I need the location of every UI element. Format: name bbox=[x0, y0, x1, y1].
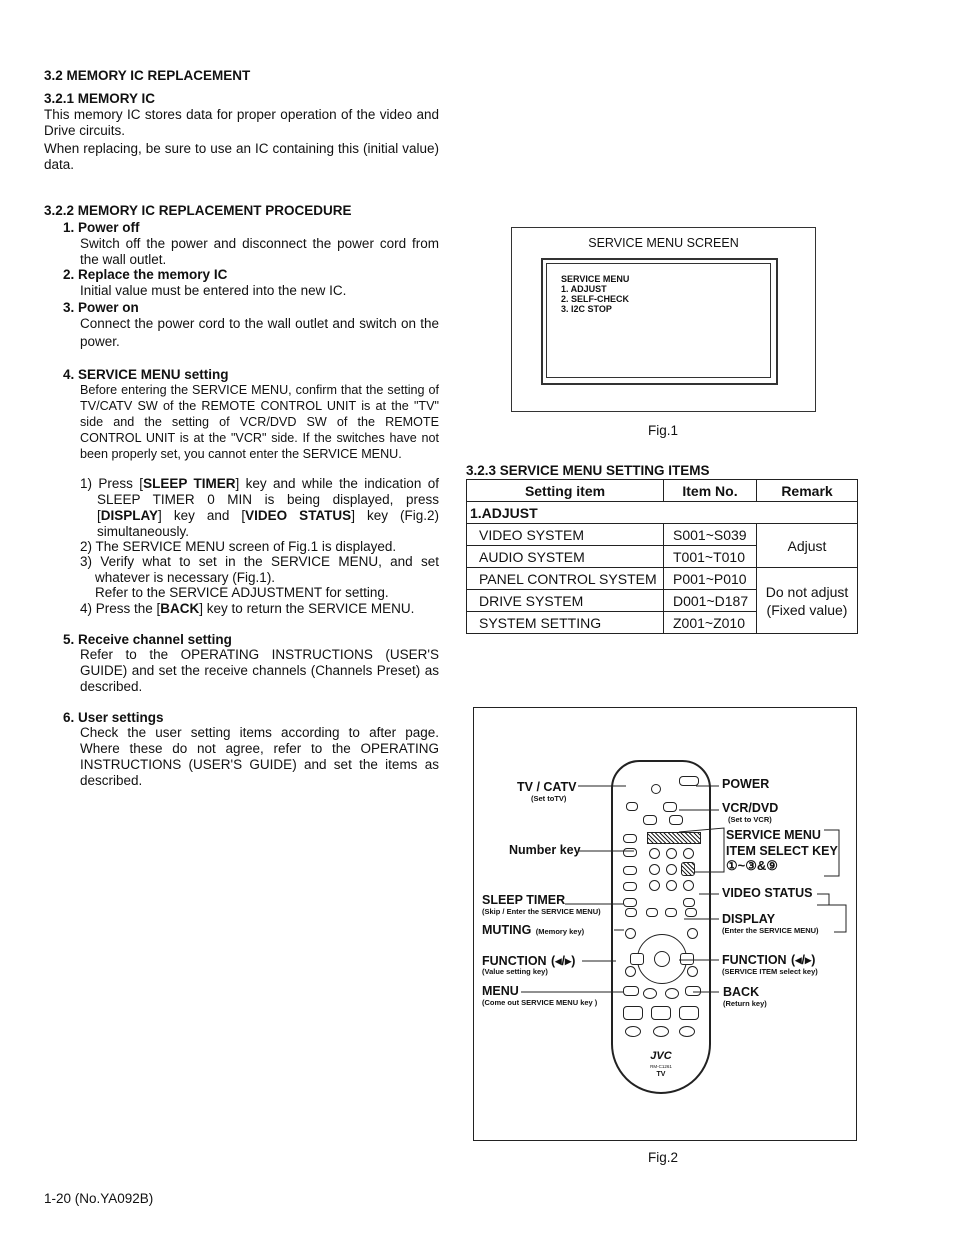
label-function-right: FUNCTION bbox=[722, 953, 787, 967]
fig1-menu-line: 3. I2C STOP bbox=[561, 304, 612, 314]
label-muting-sub: (Memory key) bbox=[535, 927, 585, 936]
table-cell: S001~S039 bbox=[664, 524, 757, 546]
label-vcr-dvd: VCR/DVD bbox=[722, 801, 779, 815]
table-remark: Adjust bbox=[757, 524, 858, 568]
label-muting-group bbox=[482, 921, 584, 939]
step-3-title: 3. Power on bbox=[63, 300, 139, 315]
subsection-title-323: 3.2.3 SERVICE MENU SETTING ITEMS bbox=[466, 463, 710, 478]
step-1-title: 1. Power off bbox=[63, 220, 140, 235]
label-video-status: VIDEO STATUS bbox=[722, 886, 813, 900]
fig1-menu-line: 2. SELF-CHECK bbox=[561, 294, 630, 304]
brand-logo: JVC bbox=[650, 1050, 672, 1062]
table-cell: AUDIO SYSTEM bbox=[467, 546, 664, 568]
fig2-caption: Fig.2 bbox=[648, 1150, 679, 1165]
step-4-text: Before entering the SERVICE MENU, confirm that the setting of TV/CATV SW of the REMOTE CONTROL UNIT is at the "TV" side and the setting of VCR/DVD SW of the REMOTE CONTROL UNIT is at the "VCR" side. If the switches have not been properly set, you cannot enter the SERVICE MENU. bbox=[80, 383, 439, 461]
table-header-row bbox=[467, 480, 858, 502]
table-header: Remark bbox=[757, 480, 858, 502]
table-group-row bbox=[467, 502, 858, 524]
label-sleep-timer-sub: (Skip / Enter the SERVICE MENU) bbox=[482, 907, 601, 916]
fig1-caption: Fig.1 bbox=[648, 423, 679, 438]
fig1-frame bbox=[511, 227, 816, 412]
table-group-label: 1.ADJUST bbox=[467, 502, 858, 524]
arrows-left-right-icon: (◂/▸) bbox=[791, 953, 816, 967]
page-footer: 1-20 (No.YA092B) bbox=[44, 1191, 154, 1206]
step-6-text: Check the user setting items according to after page. Where these do not agree, refer to the OPERATING INSTRUCTIONS (USER'S GUIDE) and set the items as described. bbox=[80, 725, 439, 788]
step-6-title: 6. User settings bbox=[63, 710, 164, 725]
substep-4: 4) Press the [BACK] key to return the SERVICE MENU. bbox=[80, 601, 415, 616]
label-menu-sub: (Come out SERVICE MENU key ) bbox=[482, 998, 598, 1007]
remote-tv-label: TV bbox=[656, 1071, 666, 1078]
fig1-screen bbox=[541, 258, 778, 385]
step-1-text: Switch off the power and disconnect the power cord from the wall outlet. bbox=[80, 236, 439, 267]
label-sleep-timer: SLEEP TIMER bbox=[482, 893, 566, 907]
label-back-sub: (Return key) bbox=[723, 999, 767, 1008]
callout-video-status-bracket bbox=[817, 894, 829, 905]
table-header: Setting item bbox=[467, 480, 664, 502]
label-muting: MUTING bbox=[482, 923, 532, 937]
step-5-text: Refer to the OPERATING INSTRUCTIONS (USER'S GUIDE) and set the receive channels (Channels Preset) as described. bbox=[80, 647, 439, 694]
label-vcr-dvd-sub: (Set to VCR) bbox=[728, 815, 772, 824]
substep-3-ref: Refer to the SERVICE ADJUSTMENT for setting. bbox=[95, 585, 389, 600]
substep-3: 3) Verify what to set in the SERVICE MENU, and set whatever is necessary (Fig.1). bbox=[80, 554, 439, 585]
label-tv-catv-sub: (Set toTV) bbox=[531, 794, 567, 803]
label-number-key: Number key bbox=[509, 843, 581, 857]
memory-ic-text-2: When replacing, be sure to use an IC containing this (initial value) data. bbox=[44, 141, 439, 172]
table-cell: D001~D187 bbox=[664, 590, 757, 612]
fig2-frame bbox=[473, 707, 857, 1141]
fig1-menu-line: 1. ADJUST bbox=[561, 284, 607, 294]
table-cell: DRIVE SYSTEM bbox=[467, 590, 664, 612]
label-item-select-key: ITEM SELECT KEY bbox=[726, 844, 838, 858]
subsection-title-321: 3.2.1 MEMORY IC bbox=[44, 91, 156, 106]
step-4-title: 4. SERVICE MENU setting bbox=[63, 367, 229, 382]
setting-items-table bbox=[466, 479, 858, 634]
fig1-screen-title: SERVICE MENU SCREEN bbox=[588, 236, 739, 250]
substep-2: 2) The SERVICE MENU screen of Fig.1 is displayed. bbox=[80, 539, 397, 554]
step-2-text: Initial value must be entered into the new IC. bbox=[80, 283, 347, 298]
table-cell: VIDEO SYSTEM bbox=[467, 524, 664, 546]
table-row bbox=[467, 524, 858, 546]
table-remark bbox=[757, 568, 858, 634]
label-tv-catv: TV / CATV bbox=[517, 780, 577, 794]
substep-1: 1) Press [SLEEP TIMER] key and while the indication of SLEEP TIMER 0 MIN is being displayed, press [DISPLAY] key and [VIDEO STATUS] key (Fig.2) simultaneously. bbox=[80, 476, 439, 539]
label-function-right-sub: (SERVICE ITEM select key) bbox=[722, 967, 818, 976]
fig1-menu bbox=[561, 274, 629, 314]
fig1-menu-line: SERVICE MENU bbox=[561, 274, 630, 284]
table-cell: SYSTEM SETTING bbox=[467, 612, 664, 634]
table-row bbox=[467, 568, 858, 590]
table-cell: PANEL CONTROL SYSTEM bbox=[467, 568, 664, 590]
label-back: BACK bbox=[723, 985, 760, 999]
arrows-left-right-icon: (◂/▸) bbox=[551, 954, 576, 968]
remote-model: RM-C1261 bbox=[650, 1064, 672, 1069]
label-select-keys: ①~③&⑨ bbox=[726, 858, 778, 873]
table-cell: T001~T010 bbox=[664, 546, 757, 568]
section-title: 3.2 MEMORY IC REPLACEMENT bbox=[44, 68, 251, 83]
label-power: POWER bbox=[722, 777, 770, 791]
table-header: Item No. bbox=[664, 480, 757, 502]
step-2-title: 2. Replace the memory IC bbox=[63, 267, 228, 282]
label-function-left-sub: (Value setting key) bbox=[482, 967, 548, 976]
fig1-screen-inner bbox=[546, 263, 771, 378]
table-remark-line: Do not adjust bbox=[765, 583, 849, 600]
callout-service-menu bbox=[679, 828, 724, 872]
memory-ic-text: This memory IC stores data for proper operation of the video and Drive circuits. bbox=[44, 107, 439, 138]
label-display: DISPLAY bbox=[722, 912, 776, 926]
callout-display-bracket bbox=[829, 905, 846, 932]
label-menu: MENU bbox=[482, 984, 519, 998]
table-cell: P001~P010 bbox=[664, 568, 757, 590]
label-function-left: FUNCTION bbox=[482, 954, 547, 968]
label-service-menu: SERVICE MENU bbox=[726, 828, 821, 842]
step-5-title: 5. Receive channel setting bbox=[63, 632, 232, 647]
label-display-sub: (Enter the SERVICE MENU) bbox=[722, 926, 819, 935]
subsection-title-322: 3.2.2 MEMORY IC REPLACEMENT PROCEDURE bbox=[44, 203, 352, 218]
table-remark-line: (Fixed value) bbox=[766, 601, 848, 618]
table-cell: Z001~Z010 bbox=[664, 612, 757, 634]
step-3-text: Connect the power cord to the wall outlet and switch on the power. bbox=[80, 316, 439, 349]
